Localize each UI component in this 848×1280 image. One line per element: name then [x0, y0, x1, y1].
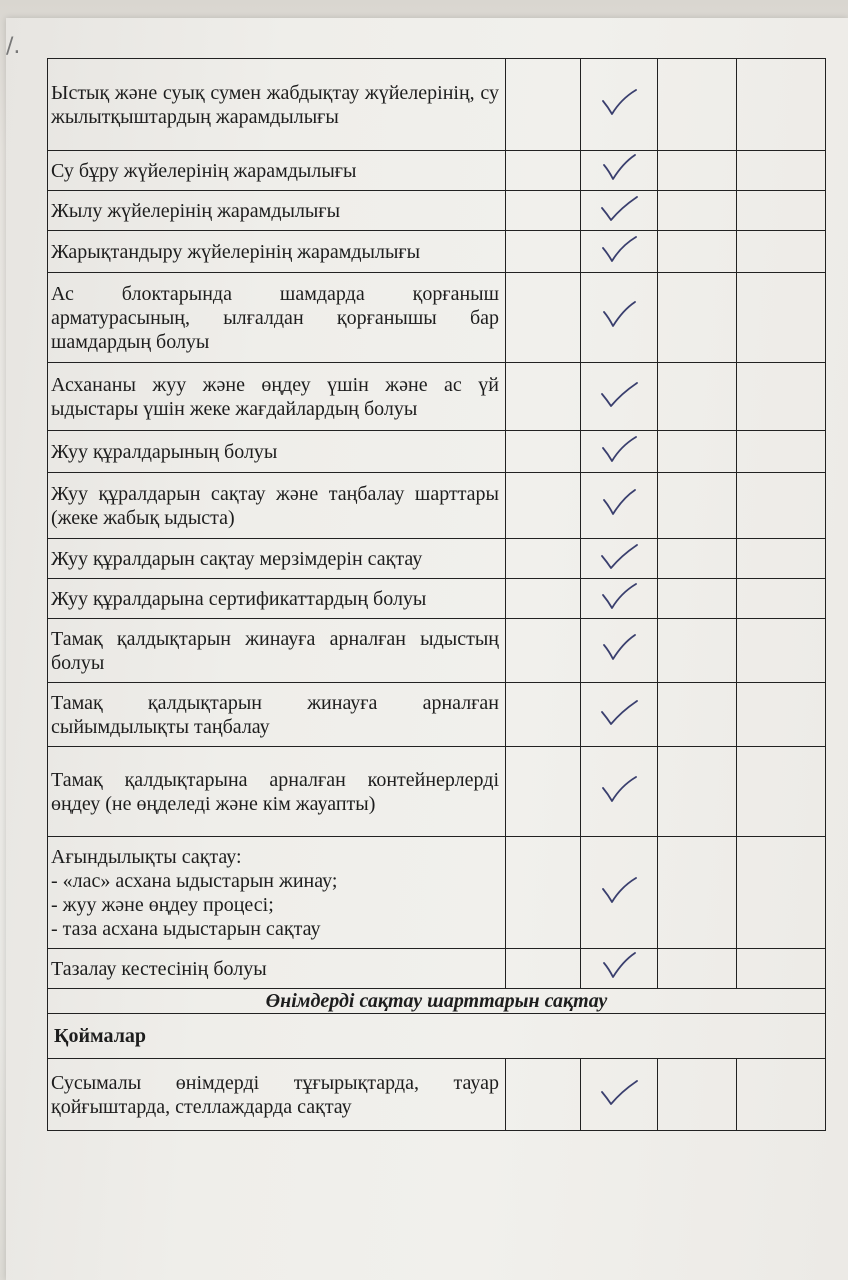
flow-title: Ағындылықты сақтау: [51, 845, 242, 868]
requirement-cell [48, 747, 506, 837]
requirement-text: Асхананы жуу және өңдеу үшін және ас үй ыдыстары үшін жеке жағдайлардың болуы [51, 373, 499, 420]
checkmark-icon [599, 300, 639, 330]
checkmark-icon [599, 434, 639, 464]
checkmark-cell [581, 619, 658, 683]
empty-cell [506, 747, 581, 837]
checklist-row [48, 431, 826, 473]
checkmark-cell [581, 837, 658, 949]
corner-mark: /. [6, 34, 21, 59]
empty-cell [658, 619, 737, 683]
subsection-header-row [48, 1014, 826, 1059]
requirement-cell [48, 231, 506, 273]
requirement-text: Жуу құралдарына сертификаттардың болуы [51, 587, 427, 610]
empty-cell [506, 431, 581, 473]
requirement-cell [48, 837, 506, 949]
checkmark-icon [599, 951, 639, 981]
requirement-text: Ыстық және суық сумен жабдықтау жүйелерінің, су жылытқыштардың жарамдылығы [51, 81, 499, 128]
requirement-text: Жарықтандыру жүйелерінің жарамдылығы [51, 240, 421, 263]
empty-cell [737, 191, 826, 231]
checkmark-icon [599, 234, 639, 264]
subsection-title: Қоймалар [48, 1014, 826, 1059]
requirement-cell [48, 949, 506, 989]
checkmark-icon [599, 153, 639, 183]
empty-cell [737, 431, 826, 473]
requirement-text: Жуу құралдарының болуы [51, 440, 278, 463]
empty-cell [658, 1059, 737, 1131]
checkmark-icon [599, 87, 639, 117]
requirement-cell [48, 683, 506, 747]
empty-cell [737, 59, 826, 151]
empty-cell [506, 619, 581, 683]
empty-cell [658, 683, 737, 747]
requirement-text: Сусымалы өнімдерді тұғырықтарда, тауар қойғыштарда, стеллаждарда сақтау [51, 1071, 499, 1118]
checkmark-icon [599, 633, 639, 663]
flow-item: - таза асхана ыдыстарын сақтау [51, 917, 321, 940]
empty-cell [506, 539, 581, 579]
requirement-text: Жуу құралдарын сақтау және таңбалау шарттары (жеке жабық ыдыста) [51, 482, 499, 529]
checkmark-cell [581, 431, 658, 473]
empty-cell [658, 473, 737, 539]
flow-item: - жуу және өңдеу процесі; [51, 893, 274, 916]
empty-cell [506, 191, 581, 231]
checklist-table [47, 58, 826, 1131]
empty-cell [658, 837, 737, 949]
section-header-row [48, 989, 826, 1014]
empty-cell [658, 949, 737, 989]
empty-cell [506, 273, 581, 363]
empty-cell [737, 273, 826, 363]
empty-cell [658, 431, 737, 473]
requirement-text: Тамақ қалдықтарын жинауға арналған ыдыстың болуы [51, 627, 499, 674]
empty-cell [737, 619, 826, 683]
checkmark-cell [581, 747, 658, 837]
storage-row [48, 1059, 826, 1131]
requirement-text: Тамақ қалдықтарына арналған контейнерлерді өңдеу (не өңделеді және кім жауапты) [51, 768, 499, 815]
checklist-row [48, 231, 826, 273]
empty-cell [737, 151, 826, 191]
flow-row [48, 837, 826, 949]
checkmark-cell [581, 473, 658, 539]
checkmark-icon [599, 875, 639, 905]
checkmark-cell [581, 231, 658, 273]
checkmark-cell [581, 683, 658, 747]
empty-cell [658, 579, 737, 619]
requirement-cell [48, 473, 506, 539]
empty-cell [737, 539, 826, 579]
requirement-text: Су бұру жүйелерінің жарамдылығы [51, 159, 357, 182]
checkmark-icon [599, 379, 639, 409]
requirement-cell [48, 619, 506, 683]
checklist-row [48, 747, 826, 837]
empty-cell [506, 683, 581, 747]
checkmark-icon [599, 1077, 639, 1107]
checkmark-icon [599, 581, 639, 611]
checklist-row [48, 59, 826, 151]
checklist-row [48, 619, 826, 683]
checkmark-icon [599, 488, 639, 518]
checklist-row [48, 363, 826, 431]
empty-cell [737, 579, 826, 619]
checkmark-cell [581, 273, 658, 363]
checkmark-cell [581, 579, 658, 619]
empty-cell [658, 191, 737, 231]
checklist-row [48, 539, 826, 579]
empty-cell [506, 837, 581, 949]
requirement-cell [48, 579, 506, 619]
empty-cell [658, 273, 737, 363]
empty-cell [737, 949, 826, 989]
checkmark-icon [599, 697, 639, 727]
checkmark-cell [581, 1059, 658, 1131]
checklist-row [48, 579, 826, 619]
empty-cell [506, 1059, 581, 1131]
empty-cell [506, 363, 581, 431]
empty-cell [658, 539, 737, 579]
checklist-row [48, 191, 826, 231]
requirement-text: Жуу құралдарын сақтау мерзімдерін сақтау [51, 547, 423, 570]
empty-cell [737, 747, 826, 837]
empty-cell [737, 473, 826, 539]
checklist-row [48, 683, 826, 747]
empty-cell [506, 59, 581, 151]
requirement-text: Жылу жүйелерінің жарамдылығы [51, 199, 341, 222]
empty-cell [658, 231, 737, 273]
checkmark-cell [581, 949, 658, 989]
requirement-cell [48, 191, 506, 231]
checkmark-icon [599, 193, 639, 223]
requirement-cell [48, 59, 506, 151]
requirement-text: Тазалау кестесінің болуы [51, 957, 267, 980]
checklist-body [48, 59, 826, 1131]
checkmark-cell [581, 151, 658, 191]
requirement-cell [48, 431, 506, 473]
requirement-cell [48, 273, 506, 363]
requirement-cell [48, 363, 506, 431]
checkmark-icon [599, 774, 639, 804]
section-title: Өнімдерді сақтау шарттарын сақтау [48, 989, 826, 1014]
empty-cell [658, 59, 737, 151]
empty-cell [737, 231, 826, 273]
checklist-row [48, 473, 826, 539]
requirement-text: Тамақ қалдықтарын жинауға арналған сыйымдылықты таңбалау [51, 691, 499, 738]
empty-cell [658, 747, 737, 837]
empty-cell [658, 363, 737, 431]
empty-cell [506, 473, 581, 539]
requirement-cell [48, 1059, 506, 1131]
schedule-row [48, 949, 826, 989]
empty-cell [737, 683, 826, 747]
checkmark-cell [581, 59, 658, 151]
requirement-cell [48, 151, 506, 191]
empty-cell [658, 151, 737, 191]
empty-cell [506, 151, 581, 191]
checkmark-icon [599, 541, 639, 571]
checklist-row [48, 273, 826, 363]
checkmark-cell [581, 191, 658, 231]
requirement-text: Ас блоктарында шамдарда қорғаныш арматурасының, ылғалдан қорғанышы бар шамдардың болуы [51, 282, 499, 353]
checkmark-cell [581, 539, 658, 579]
empty-cell [737, 363, 826, 431]
empty-cell [506, 949, 581, 989]
checklist-row [48, 151, 826, 191]
empty-cell [506, 231, 581, 273]
requirement-cell [48, 539, 506, 579]
empty-cell [737, 1059, 826, 1131]
flow-item: - «лас» асхана ыдыстарын жинау; [51, 869, 338, 892]
empty-cell [737, 837, 826, 949]
empty-cell [506, 579, 581, 619]
checkmark-cell [581, 363, 658, 431]
